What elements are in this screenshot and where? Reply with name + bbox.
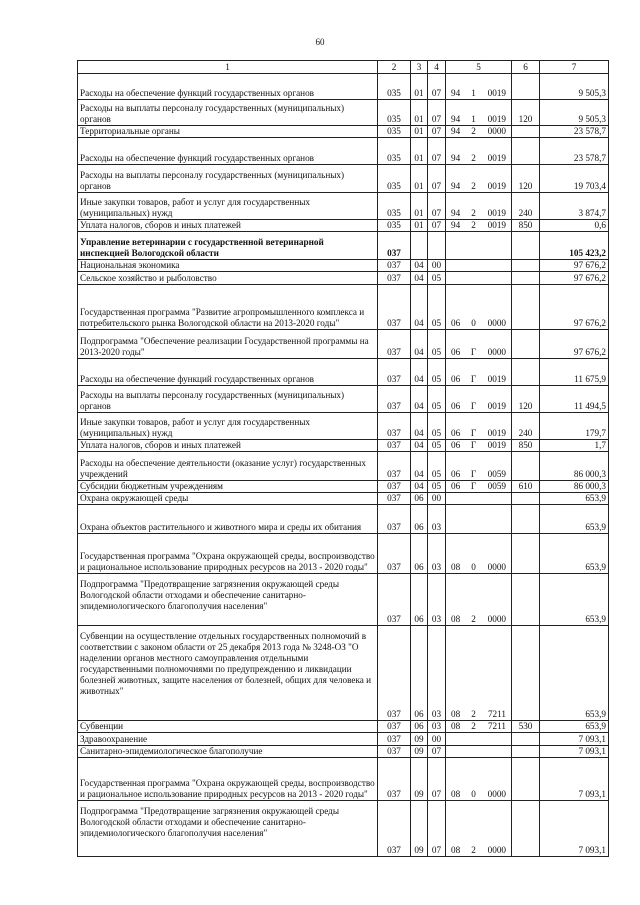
row-name: Подпрограмма "Обеспечение реализации Государственной программы на 2013-2020 годы" (78, 330, 378, 359)
amount: 653,9 (540, 574, 609, 626)
direction-code: 0019 (487, 440, 506, 450)
amount: 97 676,2 (540, 285, 609, 330)
section-code: 06 (411, 574, 428, 626)
row-name: Расходы на выплаты персоналу государственных (муниципальных) органов (78, 100, 378, 126)
subprogram-code: 2 (471, 126, 476, 136)
amount: 23 578,7 (540, 138, 609, 165)
direction-code: 0000 (487, 318, 506, 328)
expense-type-code (512, 733, 540, 746)
program-code: 06 (451, 481, 461, 491)
program-code: 08 (451, 709, 461, 719)
section-code: 09 (411, 758, 428, 801)
table-row (78, 574, 609, 626)
direction-code: 0019 (487, 220, 506, 230)
admin-code: 037 (378, 260, 411, 272)
subprogram-code: Г (470, 481, 477, 491)
expense-type-code (512, 758, 540, 801)
row-name: Сельское хозяйство и рыболовство (78, 272, 378, 285)
row-name: Иные закупки товаров, работ и услуг для государственных (муниципальных) нужд (78, 413, 378, 440)
section-code: 06 (411, 505, 428, 534)
target-article-code (446, 165, 512, 193)
section-code: 04 (411, 481, 428, 493)
table-row (78, 285, 609, 330)
expense-type-code (512, 359, 540, 386)
expense-type-code (512, 505, 540, 534)
subsection-code: 00 (428, 493, 446, 505)
program-code: 08 (451, 562, 461, 572)
expense-type-code (512, 285, 540, 330)
admin-code: 037 (378, 481, 411, 493)
subprogram-code: 0 (471, 318, 476, 328)
direction-code: 7211 (487, 709, 506, 719)
expense-type-code (512, 330, 540, 359)
direction-code: 0000 (487, 347, 506, 357)
row-name: Подпрограмма "Предотвращение загрязнения окружающей среды Вологодской области отходами и обеспечение санитарно-эпидемиологического благополучия населения" (78, 801, 378, 857)
target-article-code (446, 534, 512, 574)
col-header-2: 2 (378, 61, 411, 74)
table-row (78, 746, 609, 758)
budget-table (77, 60, 609, 857)
program-code: 06 (451, 347, 461, 357)
amount: 653,9 (540, 493, 609, 505)
section-code: 09 (411, 801, 428, 857)
subsection-code: 07 (428, 801, 446, 857)
col-header-4: 4 (428, 61, 446, 74)
amount: 105 423,2 (540, 232, 609, 260)
table-row (78, 330, 609, 359)
table-row (78, 272, 609, 285)
table-row (78, 733, 609, 746)
section-code: 01 (411, 220, 428, 232)
subprogram-code: 0 (471, 789, 476, 799)
amount: 653,9 (540, 534, 609, 574)
section-code: 04 (411, 386, 428, 413)
amount: 11 675,9 (540, 359, 609, 386)
target-article-code (446, 440, 512, 452)
section-code: 01 (411, 165, 428, 193)
expense-type-code (512, 801, 540, 857)
subprogram-code: 2 (471, 709, 476, 719)
expense-type-code (512, 138, 540, 165)
direction-code: 0019 (487, 114, 506, 124)
amount: 1,7 (540, 440, 609, 452)
subsection-code (428, 232, 446, 260)
target-article-code (446, 505, 512, 534)
admin-code: 035 (378, 165, 411, 193)
subprogram-code: Г (470, 428, 477, 438)
col-header-5: 5 (446, 61, 512, 74)
expense-type-code (512, 452, 540, 481)
subsection-code: 03 (428, 721, 446, 733)
subprogram-code: 2 (471, 614, 476, 624)
table-row (78, 74, 609, 100)
target-article-code (446, 138, 512, 165)
row-name: Субвенции на осуществление отдельных государственных полномочий в соответствии с законом области от 25 декабря 2013 года № 3248-ОЗ "О наделении органов местного самоуправления отдельными государственными полномочиями по предупреждению и ликвидации болезней животных, защите населения от болезней, общих для человека и животных" (78, 626, 378, 721)
col-header-1: 1 (78, 61, 378, 74)
amount: 7 093,1 (540, 801, 609, 857)
subsection-code: 05 (428, 285, 446, 330)
admin-code: 037 (378, 801, 411, 857)
subsection-code: 07 (428, 165, 446, 193)
subsection-code: 07 (428, 220, 446, 232)
subsection-code: 05 (428, 440, 446, 452)
section-code: 01 (411, 100, 428, 126)
row-name: Здравоохранение (78, 733, 378, 746)
row-name: Охрана окружающей среды (78, 493, 378, 505)
admin-code: 037 (378, 285, 411, 330)
program-code: 94 (451, 181, 461, 191)
direction-code: 0000 (487, 845, 506, 855)
target-article-code (446, 220, 512, 232)
subprogram-code: Г (470, 440, 477, 450)
expense-type-code (512, 493, 540, 505)
section-code: 06 (411, 534, 428, 574)
table-row (78, 386, 609, 413)
direction-code: 0059 (487, 469, 506, 479)
col-header-3: 3 (411, 61, 428, 74)
subsection-code: 00 (428, 260, 446, 272)
expense-type-code (512, 746, 540, 758)
table-row (78, 232, 609, 260)
amount: 19 703,4 (540, 165, 609, 193)
table-row (78, 505, 609, 534)
target-article-code (446, 100, 512, 126)
admin-code: 035 (378, 126, 411, 138)
target-article-code (446, 260, 512, 272)
amount: 86 000,3 (540, 452, 609, 481)
target-article-code (446, 285, 512, 330)
direction-code: 7211 (487, 721, 506, 731)
amount: 97 676,2 (540, 330, 609, 359)
expense-type-code: 850 (512, 440, 540, 452)
amount: 23 578,7 (540, 126, 609, 138)
admin-code: 037 (378, 232, 411, 260)
expense-type-code: 120 (512, 100, 540, 126)
program-code: 08 (451, 614, 461, 624)
section-code: 06 (411, 626, 428, 721)
section-code: 04 (411, 413, 428, 440)
amount: 653,9 (540, 721, 609, 733)
row-name: Уплата налогов, сборов и иных платежей (78, 220, 378, 232)
section-code: 04 (411, 260, 428, 272)
subprogram-code: 2 (471, 845, 476, 855)
target-article-code (446, 746, 512, 758)
subsection-code: 05 (428, 359, 446, 386)
target-article-code (446, 330, 512, 359)
table-row (78, 138, 609, 165)
program-code: 94 (451, 126, 461, 136)
subsection-code: 00 (428, 733, 446, 746)
section-code: 01 (411, 74, 428, 100)
expense-type-code (512, 126, 540, 138)
expense-type-code: 240 (512, 193, 540, 220)
expense-type-code: 850 (512, 220, 540, 232)
subsection-code: 07 (428, 138, 446, 165)
target-article-code (446, 481, 512, 493)
target-article-code (446, 126, 512, 138)
table-row (78, 193, 609, 220)
expense-type-code: 120 (512, 386, 540, 413)
admin-code: 037 (378, 574, 411, 626)
direction-code: 0019 (487, 428, 506, 438)
program-code: 06 (451, 469, 461, 479)
admin-code: 035 (378, 100, 411, 126)
admin-code: 037 (378, 758, 411, 801)
row-name: Расходы на обеспечение деятельности (оказание услуг) государственных учреждений (78, 452, 378, 481)
target-article-code (446, 626, 512, 721)
subsection-code: 03 (428, 534, 446, 574)
subprogram-code: 2 (471, 181, 476, 191)
target-article-code (446, 413, 512, 440)
program-code: 94 (451, 220, 461, 230)
section-code: 09 (411, 746, 428, 758)
amount: 7 093,1 (540, 733, 609, 746)
row-name: Санитарно-эпидемиологическое благополучие (78, 746, 378, 758)
program-code: 94 (451, 88, 461, 98)
section-code: 01 (411, 193, 428, 220)
subprogram-code: 1 (471, 88, 476, 98)
amount: 9 505,3 (540, 74, 609, 100)
section-code: 01 (411, 138, 428, 165)
section-code: 06 (411, 721, 428, 733)
admin-code: 037 (378, 746, 411, 758)
row-name: Территориальные органы (78, 126, 378, 138)
expense-type-code (512, 232, 540, 260)
target-article-code (446, 493, 512, 505)
subprogram-code: 2 (471, 208, 476, 218)
table-row (78, 758, 609, 801)
section-code: 04 (411, 440, 428, 452)
admin-code: 035 (378, 138, 411, 165)
subsection-code: 03 (428, 505, 446, 534)
program-code: 08 (451, 845, 461, 855)
program-code: 08 (451, 721, 461, 731)
subprogram-code: Г (470, 374, 477, 384)
target-article-code (446, 801, 512, 857)
target-article-code (446, 721, 512, 733)
expense-type-code (512, 74, 540, 100)
subprogram-code: 2 (471, 721, 476, 731)
row-name: Уплата налогов, сборов и иных платежей (78, 440, 378, 452)
program-code: 06 (451, 401, 461, 411)
table-row (78, 100, 609, 126)
amount: 3 874,7 (540, 193, 609, 220)
row-name: Государственная программа "Охрана окружающей среды, воспроизводство и рациональное использование природных ресурсов на 2013 - 2020 годы" (78, 758, 378, 801)
row-name: Расходы на выплаты персоналу государственных (муниципальных) органов (78, 386, 378, 413)
expense-type-code: 120 (512, 165, 540, 193)
section-code: 04 (411, 359, 428, 386)
expense-type-code (512, 272, 540, 285)
amount: 97 676,2 (540, 272, 609, 285)
admin-code: 037 (378, 330, 411, 359)
row-name: Иные закупки товаров, работ и услуг для государственных (муниципальных) нужд (78, 193, 378, 220)
admin-code: 037 (378, 413, 411, 440)
program-code: 94 (451, 208, 461, 218)
target-article-code (446, 74, 512, 100)
amount: 179,7 (540, 413, 609, 440)
program-code: 06 (451, 440, 461, 450)
expense-type-code (512, 574, 540, 626)
admin-code: 037 (378, 452, 411, 481)
target-article-code (446, 758, 512, 801)
table-row (78, 126, 609, 138)
subprogram-code: 2 (471, 153, 476, 163)
expense-type-code: 610 (512, 481, 540, 493)
subsection-code: 07 (428, 126, 446, 138)
row-name: Субвенции (78, 721, 378, 733)
table-row (78, 493, 609, 505)
col-header-7: 7 (540, 61, 609, 74)
table-row (78, 481, 609, 493)
amount: 0,6 (540, 220, 609, 232)
row-name: Подпрограмма "Предотвращение загрязнения окружающей среды Вологодской области отходами и обеспечение санитарно-эпидемиологического благополучия населения" (78, 574, 378, 626)
admin-code: 035 (378, 220, 411, 232)
subsection-code: 03 (428, 626, 446, 721)
program-code: 94 (451, 114, 461, 124)
amount: 97 676,2 (540, 260, 609, 272)
program-code: 94 (451, 153, 461, 163)
program-code: 06 (451, 428, 461, 438)
target-article-code (446, 359, 512, 386)
expense-type-code (512, 626, 540, 721)
direction-code: 0019 (487, 208, 506, 218)
row-name: Национальная экономика (78, 260, 378, 272)
amount: 86 000,3 (540, 481, 609, 493)
row-name: Расходы на обеспечение функций государственных органов (78, 74, 378, 100)
target-article-code (446, 386, 512, 413)
section-code: 04 (411, 452, 428, 481)
subsection-code: 07 (428, 758, 446, 801)
admin-code: 037 (378, 272, 411, 285)
subsection-code: 07 (428, 746, 446, 758)
section-code: 06 (411, 493, 428, 505)
target-article-code (446, 733, 512, 746)
target-article-code (446, 272, 512, 285)
row-name: Охрана объектов растительного и животного мира и среды их обитания (78, 505, 378, 534)
amount: 7 093,1 (540, 746, 609, 758)
subsection-code: 07 (428, 100, 446, 126)
subprogram-code: 1 (471, 114, 476, 124)
section-code: 04 (411, 330, 428, 359)
program-code: 06 (451, 374, 461, 384)
admin-code: 037 (378, 534, 411, 574)
table-row (78, 440, 609, 452)
table-row (78, 260, 609, 272)
table-row (78, 626, 609, 721)
subsection-code: 05 (428, 481, 446, 493)
subsection-code: 03 (428, 574, 446, 626)
table-header-row (78, 61, 609, 74)
direction-code: 0019 (487, 88, 506, 98)
row-name: Управление ветеринарии с государственной ветеринарной инспекцией Вологодской области (78, 232, 378, 260)
subsection-code: 05 (428, 413, 446, 440)
direction-code: 0059 (487, 481, 506, 491)
subsection-code: 05 (428, 386, 446, 413)
direction-code: 0000 (487, 126, 506, 136)
section-code: 04 (411, 285, 428, 330)
amount: 11 494,5 (540, 386, 609, 413)
row-name: Расходы на обеспечение функций государственных органов (78, 359, 378, 386)
target-article-code (446, 232, 512, 260)
table-row (78, 165, 609, 193)
direction-code: 0000 (487, 614, 506, 624)
direction-code: 0019 (487, 374, 506, 384)
page-number: 60 (315, 37, 325, 47)
expense-type-code: 530 (512, 721, 540, 733)
section-code: 09 (411, 733, 428, 746)
expense-type-code (512, 534, 540, 574)
admin-code: 037 (378, 505, 411, 534)
subsection-code: 05 (428, 272, 446, 285)
section-code (411, 232, 428, 260)
expense-type-code: 240 (512, 413, 540, 440)
section-code: 01 (411, 126, 428, 138)
direction-code: 0000 (487, 789, 506, 799)
direction-code: 0019 (487, 181, 506, 191)
admin-code: 037 (378, 493, 411, 505)
amount: 7 093,1 (540, 758, 609, 801)
section-code: 04 (411, 272, 428, 285)
direction-code: 0000 (487, 562, 506, 572)
table-row (78, 721, 609, 733)
table-row (78, 220, 609, 232)
admin-code: 037 (378, 721, 411, 733)
expense-type-code (512, 260, 540, 272)
row-name: Субсидии бюджетным учреждениям (78, 481, 378, 493)
admin-code: 037 (378, 359, 411, 386)
subsection-code: 05 (428, 330, 446, 359)
table-row (78, 413, 609, 440)
admin-code: 035 (378, 193, 411, 220)
subsection-code: 07 (428, 74, 446, 100)
target-article-code (446, 574, 512, 626)
direction-code: 0019 (487, 401, 506, 411)
row-name: Расходы на выплаты персоналу государственных (муниципальных) органов (78, 165, 378, 193)
target-article-code (446, 452, 512, 481)
amount: 653,9 (540, 626, 609, 721)
subprogram-code: 2 (471, 220, 476, 230)
program-code: 08 (451, 789, 461, 799)
subsection-code: 05 (428, 452, 446, 481)
subprogram-code: Г (470, 469, 477, 479)
target-article-code (446, 193, 512, 220)
subprogram-code: 0 (471, 562, 476, 572)
direction-code: 0019 (487, 153, 506, 163)
program-code: 06 (451, 318, 461, 328)
table-row (78, 801, 609, 857)
row-name: Государственная программа "Охрана окружающей среды, воспроизводство и рациональное использование природных ресурсов на 2013 - 2020 годы" (78, 534, 378, 574)
subprogram-code: Г (470, 401, 477, 411)
admin-code: 037 (378, 386, 411, 413)
admin-code: 037 (378, 626, 411, 721)
table-row (78, 534, 609, 574)
amount: 653,9 (540, 505, 609, 534)
table-row (78, 359, 609, 386)
row-name: Расходы на обеспечение функций государственных органов (78, 138, 378, 165)
admin-code: 037 (378, 733, 411, 746)
row-name: Государственная программа "Развитие агропромышленного комплекса и потребительского рынка Вологодской области на 2013-2020 годы" (78, 285, 378, 330)
subsection-code: 07 (428, 193, 446, 220)
admin-code: 035 (378, 74, 411, 100)
table-row (78, 452, 609, 481)
amount: 9 505,3 (540, 100, 609, 126)
admin-code: 037 (378, 440, 411, 452)
col-header-6: 6 (512, 61, 540, 74)
subprogram-code: Г (470, 347, 477, 357)
